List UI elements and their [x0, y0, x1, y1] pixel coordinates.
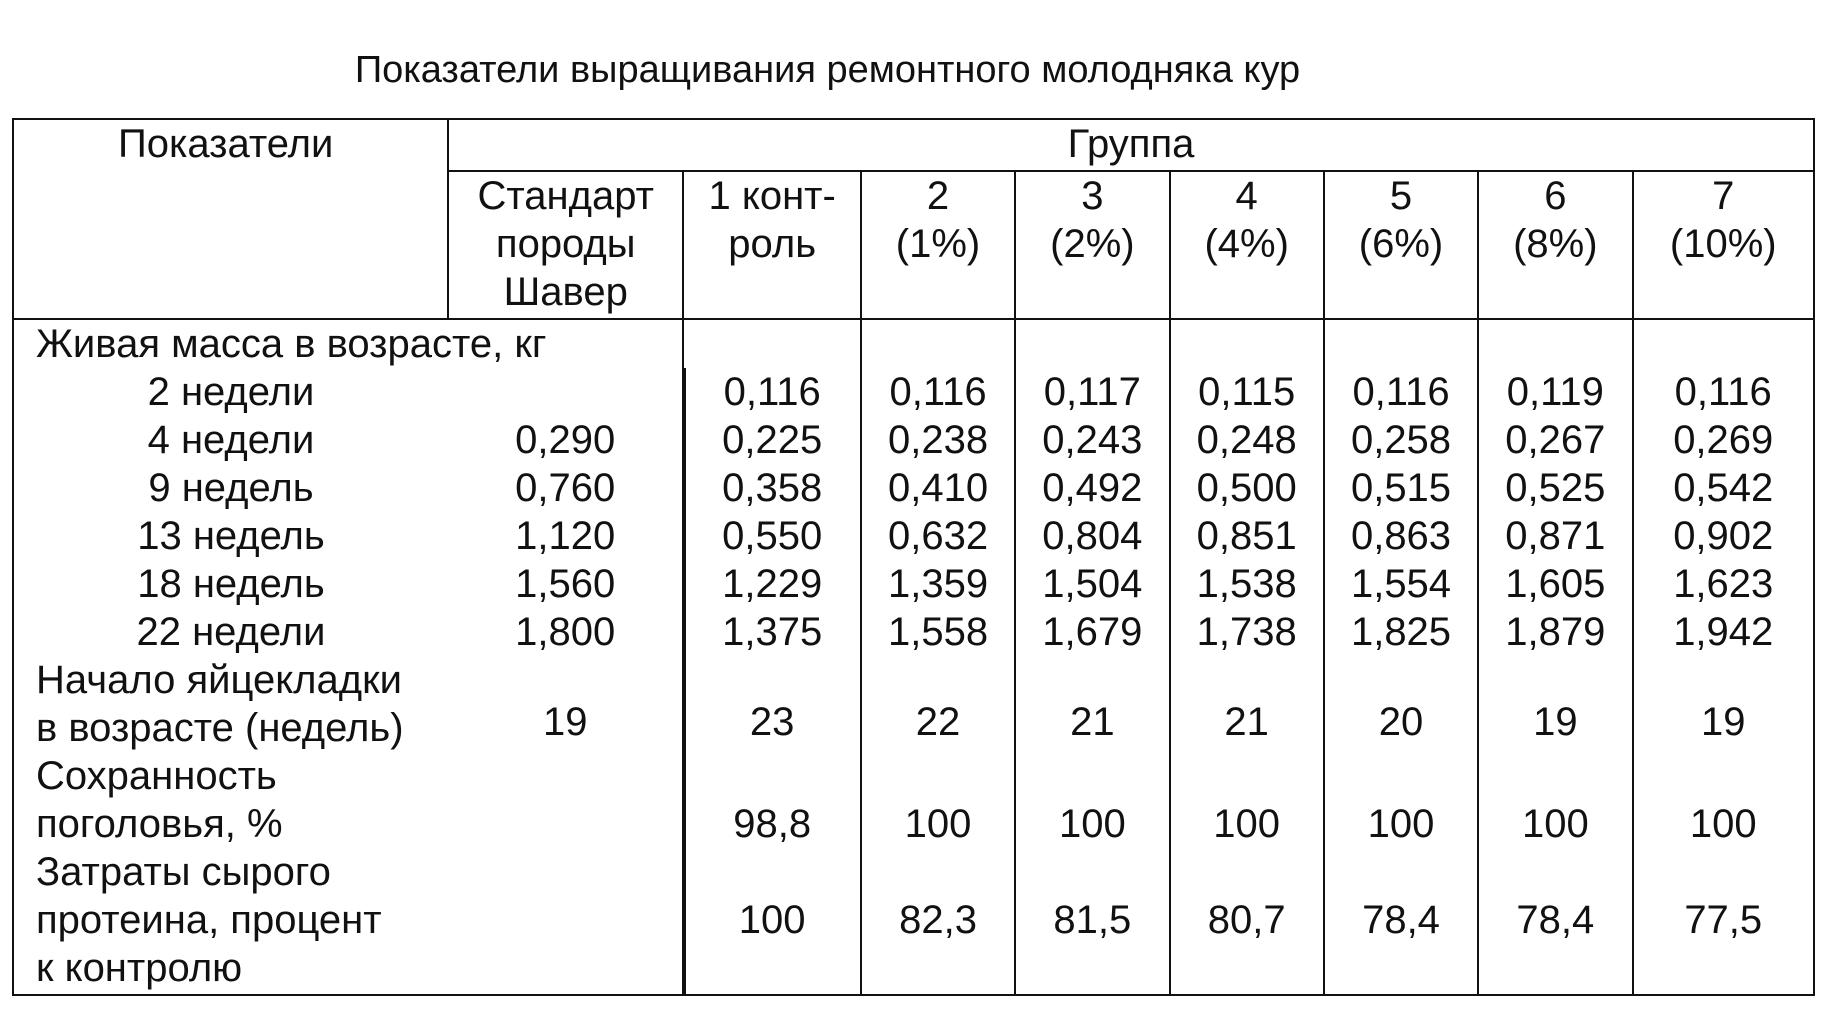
table-cell: 0,243 — [1042, 418, 1143, 462]
spacer — [1634, 848, 1814, 896]
table-cell: 98,8 — [733, 802, 812, 846]
table-cell: 0,238 — [887, 418, 989, 462]
spacer — [448, 752, 683, 800]
spacer — [1016, 944, 1168, 992]
table-cell: 100 — [1689, 802, 1757, 846]
spacer — [1479, 944, 1631, 992]
table-cell: 0,267 — [1505, 418, 1606, 462]
column-header-line: (2%) — [1050, 222, 1135, 266]
spacer — [1479, 656, 1631, 704]
spacer — [862, 848, 1014, 896]
spacer — [684, 656, 859, 704]
table-cell: 0,515 — [1350, 466, 1452, 510]
row-label: 13 недель — [137, 514, 325, 558]
spacer — [1016, 320, 1168, 368]
table-cell: 1,825 — [1350, 610, 1452, 654]
spacer — [1325, 752, 1477, 800]
row-label: 18 недель — [137, 562, 325, 606]
column-header-group-1 — [683, 171, 860, 319]
table-cell: 100 — [1521, 802, 1589, 846]
column-standard — [448, 319, 684, 995]
spacer — [1325, 944, 1477, 992]
spacer — [1634, 656, 1814, 704]
column-header-line: 6 — [1544, 174, 1567, 218]
column-group-2 — [861, 319, 1015, 995]
row-label: Затраты сырого — [36, 850, 331, 894]
table-cell: 0,550 — [722, 514, 823, 558]
column-header-group-4 — [1170, 171, 1324, 319]
table-cell — [448, 800, 683, 848]
table-cell: 100 — [738, 898, 806, 942]
column-group-3 — [1015, 319, 1169, 995]
spacer — [1171, 944, 1323, 992]
column-divider — [683, 368, 686, 994]
table-cell: 77,5 — [1684, 898, 1763, 942]
table-cell: 1,738 — [1196, 610, 1297, 654]
spacer — [448, 944, 683, 992]
table-cell: 1,504 — [1042, 562, 1143, 606]
table-cell: 22 — [915, 700, 961, 744]
column-group-6 — [1478, 319, 1632, 995]
group-header-label: Группа — [1067, 122, 1195, 166]
spacer — [1479, 320, 1631, 368]
column-header-line: 7 — [1712, 174, 1735, 218]
spacer — [1016, 848, 1168, 896]
spacer — [1016, 656, 1168, 704]
spacer — [448, 848, 683, 896]
column-header-group-6 — [1478, 171, 1632, 319]
row-label: в возрасте (недель) — [36, 706, 404, 750]
table-cell: 1,229 — [722, 562, 823, 606]
table-cell: 1,800 — [515, 610, 616, 654]
table-cell: 0,290 — [515, 418, 616, 462]
spacer — [684, 944, 859, 992]
indicators-header-label: Показатели — [118, 122, 334, 166]
table-cell: 78,4 — [1516, 898, 1595, 942]
page-title: Показатели выращивания ремонтного молодняка кур — [354, 49, 1301, 91]
table-cell: 0,116 — [1352, 370, 1450, 414]
table-cell: 100 — [1058, 802, 1126, 846]
table-cell: 1,623 — [1673, 562, 1774, 606]
column-header-line: (8%) — [1513, 222, 1598, 266]
table-cell: 1,605 — [1505, 562, 1606, 606]
table-cell: 1,558 — [887, 610, 989, 654]
column-header-group-7 — [1633, 171, 1815, 319]
table-cell: 1,679 — [1042, 610, 1143, 654]
table-cell: 0,804 — [1042, 514, 1143, 558]
column-header-line: (10%) — [1669, 222, 1777, 266]
column-header-group-5 — [1324, 171, 1478, 319]
table-cell: 1,879 — [1505, 610, 1606, 654]
column-group-1 — [683, 319, 860, 995]
table-body-row — [13, 319, 1814, 995]
spacer — [684, 320, 859, 368]
row-label: 4 недели — [147, 418, 315, 462]
table-cell: 0,851 — [1196, 514, 1297, 558]
table-cell: 0,117 — [1043, 370, 1141, 414]
table-cell: 1,538 — [1196, 562, 1297, 606]
table-cell: 0,542 — [1673, 466, 1774, 510]
spacer — [1016, 752, 1168, 800]
row-label: 2 недели — [147, 370, 315, 414]
column-header-line: роль — [728, 222, 817, 266]
table-cell: 100 — [904, 802, 972, 846]
column-header-line: 1 конт- — [708, 174, 836, 218]
column-header-line: Стандарт — [477, 174, 654, 218]
row-label: к контролю — [36, 946, 243, 990]
indicators-header — [13, 119, 448, 319]
spacer — [1325, 848, 1477, 896]
column-group-5 — [1324, 319, 1478, 995]
column-header-line: (6%) — [1358, 222, 1444, 266]
table-cell: 19 — [542, 700, 588, 744]
table-cell: 0,116 — [723, 370, 821, 414]
table-cell: 100 — [1213, 802, 1281, 846]
table-cell: 19 — [1533, 700, 1578, 744]
row-label: поголовья, % — [36, 802, 283, 846]
table-cell: 0,760 — [515, 466, 616, 510]
table-cell: 1,120 — [515, 514, 616, 558]
table-cell: 21 — [1070, 700, 1115, 744]
table-cell: 1,359 — [887, 562, 989, 606]
table-cell: 0,358 — [722, 466, 823, 510]
header-row-1 — [13, 119, 1814, 171]
table-cell: 0,115 — [1198, 370, 1296, 414]
table-cell: 0,492 — [1042, 466, 1143, 510]
spacer — [1171, 656, 1323, 704]
table-cell — [448, 368, 683, 416]
column-header-standard — [448, 171, 684, 319]
spacer — [1171, 848, 1323, 896]
spacer — [1634, 752, 1814, 800]
table-cell: 23 — [749, 700, 795, 744]
table-cell: 0,871 — [1505, 514, 1606, 558]
row-label: 22 недели — [136, 610, 326, 654]
table-cell: 1,554 — [1350, 562, 1452, 606]
spacer — [684, 752, 859, 800]
spacer — [1325, 320, 1477, 368]
spacer — [862, 320, 1014, 368]
live-mass-label: Живая масса в возрасте, кг — [36, 322, 547, 366]
spacer — [684, 848, 859, 896]
table-cell: 78,4 — [1362, 898, 1440, 942]
row-label: Начало яйцекладки — [36, 658, 402, 702]
column-header-line: (4%) — [1204, 222, 1289, 266]
spacer — [1171, 320, 1323, 368]
table-cell: 0,632 — [887, 514, 989, 558]
spacer — [1479, 848, 1631, 896]
row-label: Сохранность — [36, 754, 277, 798]
spacer — [1479, 752, 1631, 800]
column-header-line: 4 — [1235, 174, 1258, 218]
table-cell: 0,500 — [1196, 466, 1297, 510]
table-cell: 19 — [1701, 700, 1746, 744]
row-labels — [13, 319, 547, 995]
table-cell — [448, 896, 683, 944]
column-header-line: 2 — [926, 174, 950, 218]
table-cell: 0,116 — [1674, 370, 1772, 414]
spacer — [862, 656, 1014, 704]
table-cell: 0,525 — [1505, 466, 1606, 510]
column-header-group-2 — [861, 171, 1015, 319]
table-cell: 21 — [1224, 700, 1269, 744]
spacer — [1634, 320, 1814, 368]
row-label: протеина, процент — [36, 898, 382, 942]
group-header — [448, 119, 1814, 171]
table-cell: 1,942 — [1673, 610, 1774, 654]
table-cell: 1,375 — [722, 610, 823, 654]
spacer — [862, 944, 1014, 992]
spacer — [862, 752, 1014, 800]
spacer — [448, 656, 683, 704]
table-cell: 100 — [1367, 802, 1435, 846]
column-header-line: 3 — [1081, 174, 1104, 218]
spacer — [1325, 656, 1477, 704]
table-cell: 81,5 — [1053, 898, 1132, 942]
spacer — [1634, 944, 1814, 992]
table-cell: 0,225 — [722, 418, 823, 462]
table-cell: 82,3 — [899, 898, 977, 942]
table-cell: 0,863 — [1350, 514, 1452, 558]
table-cell: 80,7 — [1207, 898, 1286, 942]
table-cell: 0,269 — [1673, 418, 1774, 462]
column-header-line: (1%) — [895, 222, 981, 266]
table-cell: 0,116 — [889, 370, 987, 414]
table-cell: 0,902 — [1673, 514, 1774, 558]
table-cell: 0,258 — [1350, 418, 1452, 462]
column-header-group-3 — [1015, 171, 1169, 319]
column-header-line: Шавер — [503, 270, 628, 314]
row-label: 9 недель — [148, 466, 314, 510]
column-header-line: породы — [495, 222, 636, 266]
column-header-line: 5 — [1389, 174, 1413, 218]
data-table — [12, 118, 1815, 996]
table-cell: 0,248 — [1196, 418, 1297, 462]
table-cell: 0,410 — [887, 466, 989, 510]
table-cell: 1,560 — [515, 562, 616, 606]
column-group-4 — [1170, 319, 1324, 995]
table-cell: 20 — [1378, 700, 1424, 744]
column-group-7 — [1633, 319, 1815, 995]
table-cell: 0,119 — [1506, 370, 1604, 414]
spacer — [1171, 752, 1323, 800]
